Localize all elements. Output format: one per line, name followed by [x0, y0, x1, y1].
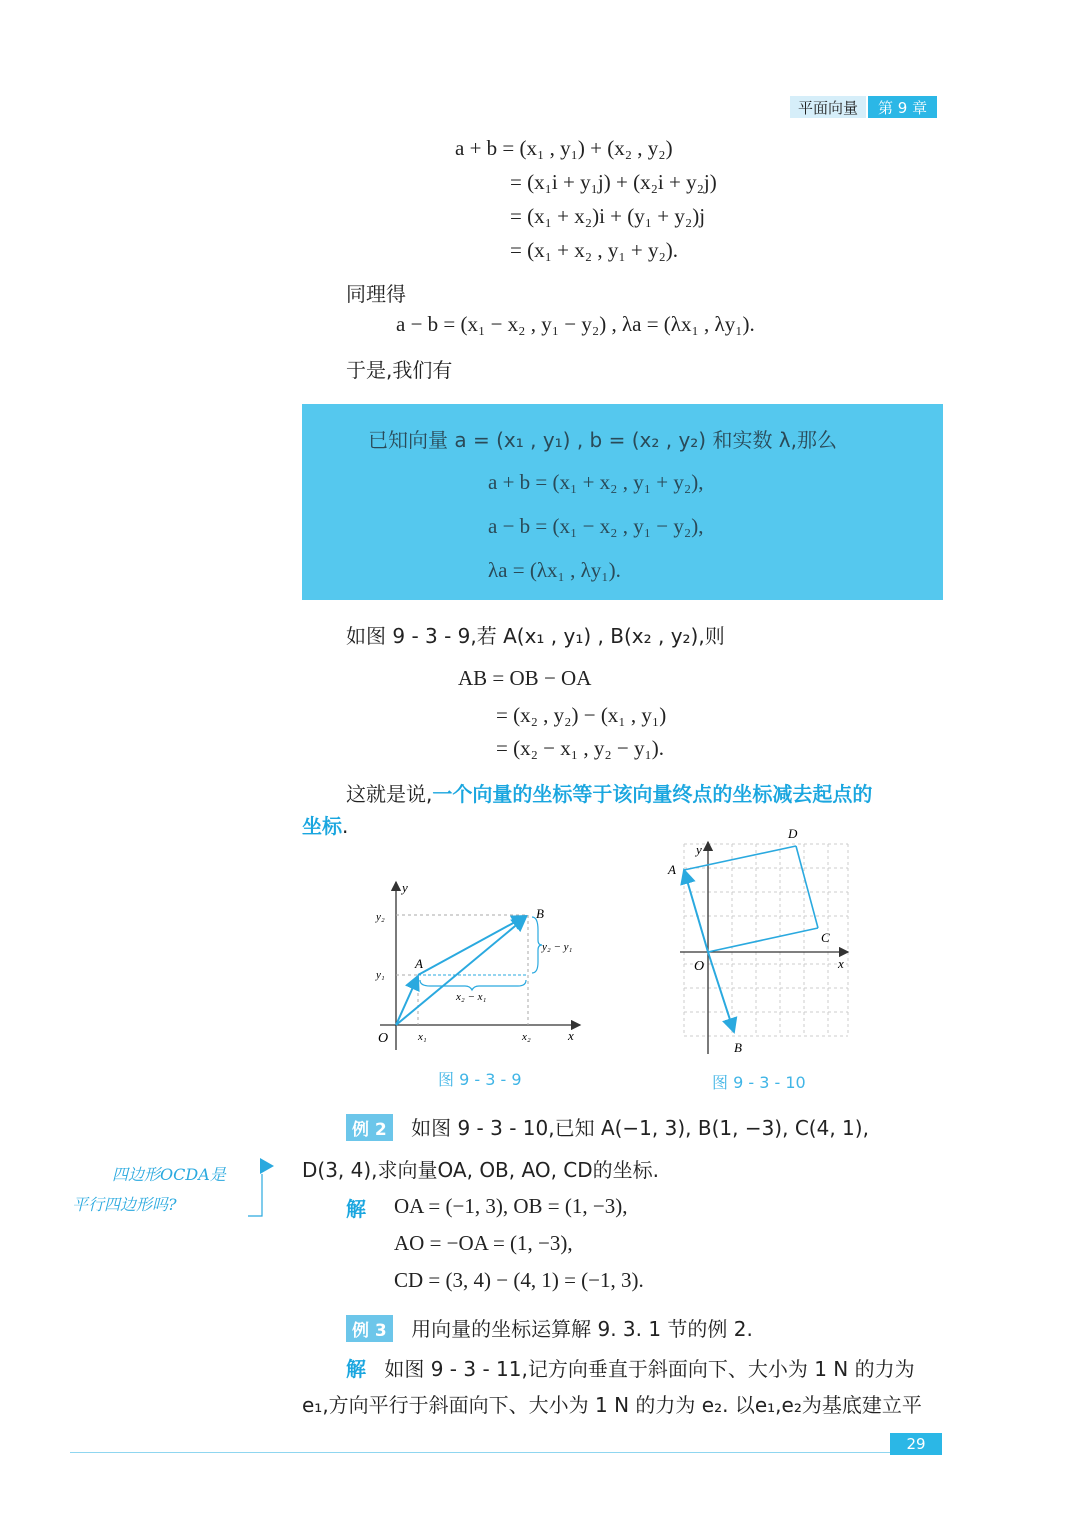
conclusion-end: .: [342, 814, 349, 838]
example-2-solve-label: 解: [346, 1197, 366, 1221]
box-line-scalar: λa = (λx₁ , λy₁).: [488, 558, 621, 582]
fig2-b: B: [734, 1040, 742, 1055]
ab-eq-2: = (x₂ , y₂) − (x₁ , y₁): [496, 703, 667, 727]
section-title: 平面向量: [790, 96, 866, 118]
example-3-solution-2: e₁,方向平行于斜面向下、大小为 1 N 的力为 e₂. 以e₁,e₂为基底建立平: [302, 1393, 922, 1417]
example-2-solution-3: CD = (3, 4) − (4, 1) = (−1, 3).: [394, 1268, 644, 1292]
example-2-line-2: D(3, 4),求向量OA, OB, AO, CD的坐标.: [302, 1158, 660, 1182]
fig1-x1: x₁: [418, 1031, 427, 1043]
side-note-marker: [246, 1156, 276, 1220]
derivation-line-3: = (x₁ + x₂)i + (y₁ + y₂)j: [510, 204, 706, 228]
derivation-line-1: a + b = (x₁ , y₁) + (x₂ , y₂): [455, 136, 673, 160]
fig1-x2: x₂: [522, 1031, 531, 1043]
caption-9-3-9: 图 9 - 3 - 9: [438, 1070, 522, 1089]
box-line-sub: a − b = (x₁ − x₂ , y₁ − y₂),: [488, 514, 704, 538]
chapter-label: 第 9 章: [868, 96, 937, 118]
fig2-origin: O: [694, 959, 705, 974]
caption-9-3-10: 图 9 - 3 - 10: [712, 1073, 806, 1092]
example-3-solution-1: [346, 1353, 915, 1382]
conclusion-highlight-2: 坐标: [302, 814, 342, 838]
vector-ob: [396, 917, 526, 1025]
vector-ab: [418, 916, 526, 975]
fig1-a: A: [415, 956, 423, 971]
vector-oa-fig2: [684, 870, 708, 952]
fig1-y1: y₁: [376, 969, 385, 981]
example-2-solution-2: AO = −OA = (1, −3),: [394, 1231, 573, 1255]
fig2-c: C: [821, 930, 830, 945]
example-2-tag: 例 2: [346, 1114, 393, 1141]
text-similarly: 同理得: [346, 282, 406, 306]
fig2-d: D: [788, 826, 798, 841]
box-intro: 已知向量 a = (x₁ , y₁) , b = (x₂ , y₂) 和实数 λ,那么: [368, 428, 838, 452]
fig1-y-label: y: [402, 880, 408, 895]
side-note-line-1: 四边形OCDA是: [112, 1165, 226, 1184]
conclusion-prefix: 这就是说,: [346, 782, 433, 806]
fig1-y2: y₂: [376, 911, 385, 923]
example-3-solve-label: 解: [346, 1357, 366, 1381]
fig2-x-label: x: [838, 956, 844, 971]
segment-oc: [708, 928, 818, 952]
ab-eq-3: = (x₂ − x₁ , y₂ − y₁).: [496, 736, 665, 760]
example-2-solution-1: OA = (−1, 3), OB = (1, −3),: [394, 1194, 628, 1218]
figure-9-3-10: [660, 822, 860, 1058]
fig1-dy: y₂ − y₁: [542, 941, 573, 953]
box-line-add: a + b = (x₁ + x₂ , y₁ + y₂),: [488, 470, 704, 494]
fig1-origin: O: [378, 1031, 389, 1046]
side-note-line-2: 平行四边形吗?: [72, 1195, 177, 1214]
fig1-x-label: x: [568, 1028, 574, 1043]
fig1-dx: x₂ − x₁: [456, 991, 487, 1003]
example-3-text: 用向量的坐标运算解 9. 3. 1 节的例 2.: [411, 1317, 753, 1341]
text-thus: 于是,我们有: [346, 358, 453, 382]
ab-eq-1: AB = OB − OA: [458, 666, 592, 690]
example-3-line: [346, 1313, 753, 1342]
vector-oa: [396, 976, 418, 1025]
fig1-b: B: [536, 906, 544, 921]
example-2-line-1: [346, 1112, 869, 1141]
eq-subtraction: a − b = (x₁ − x₂ , y₁ − y₂) , λa = (λx₁ , λy₁).: [396, 312, 755, 336]
fig2-y-label: y: [696, 842, 702, 857]
fig-reference: 如图 9 - 3 - 9,若 A(x₁ , y₁) , B(x₂ , y₂),则: [346, 624, 725, 648]
conclusion-highlight: 一个向量的坐标等于该向量终点的坐标减去起点的: [432, 782, 873, 806]
example-3-tag: 例 3: [346, 1315, 393, 1342]
derivation-line-4: = (x₁ + x₂ , y₁ + y₂).: [510, 238, 679, 262]
example-2-text: 如图 9 - 3 - 10,已知 A(−1, 3), B(1, −3), C(4, 1),: [411, 1116, 869, 1140]
derivation-line-2: = (x₁i + y₁j) + (x₂i + y₂j): [510, 170, 717, 194]
page-number: 29: [890, 1433, 942, 1455]
figure-9-3-9: [360, 870, 600, 1060]
conclusion: [346, 778, 872, 807]
running-header: [790, 96, 937, 118]
fig2-a: A: [668, 862, 676, 877]
conclusion-2: [302, 810, 348, 839]
example-3-solution-1-text: 如图 9 - 3 - 11,记方向垂直于斜面向下、大小为 1 N 的力为: [384, 1357, 915, 1381]
footer-rule: [70, 1452, 890, 1453]
formula-box: [302, 404, 943, 600]
